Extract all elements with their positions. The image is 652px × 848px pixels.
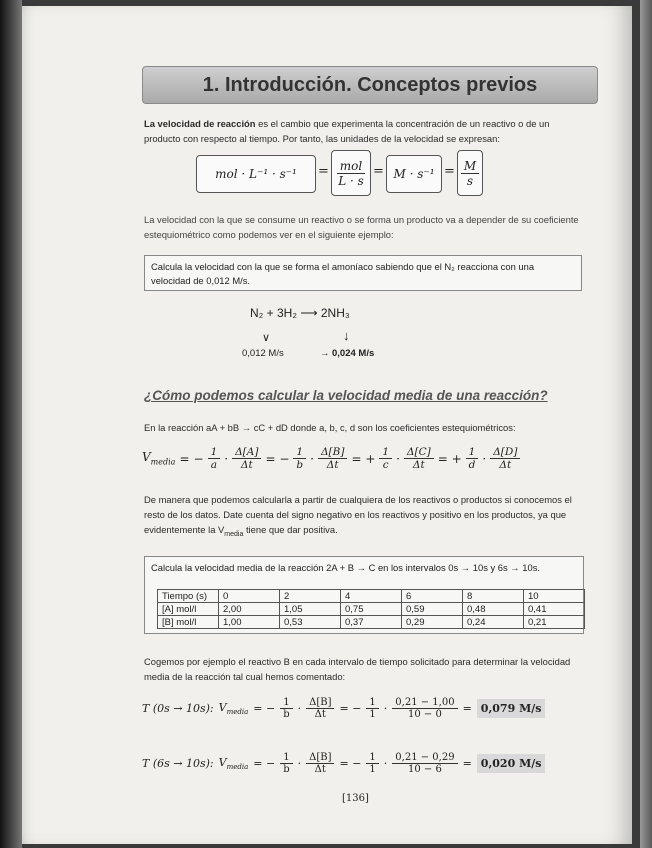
section-title: 1. Introducción. Conceptos previos: [202, 73, 538, 96]
equals-2: =: [373, 164, 384, 179]
table-cell: 0,53: [280, 616, 341, 629]
table-cell: 1,00: [219, 616, 280, 629]
unit-4-num: M: [461, 159, 479, 174]
table-cell: 0,75: [341, 603, 402, 616]
unit-1: mol · L⁻¹ · s⁻¹: [215, 167, 297, 181]
unit-box-3: [386, 155, 442, 193]
term2-delta: $\frac{\Delta[B]}{\Delta t}$: [318, 446, 348, 471]
paragraph-4: De manera que podemos calcularla a partir de cualquiera de los reactivos o productos si conocemos el resto de los datos. Date cuenta del signo negativo en los reactivos y positivo en los productos, ya que evidentemente la $V_{media}$ tiene que dar positiva.: [144, 494, 572, 538]
section-title-bar: [142, 66, 598, 104]
table-cell: 4: [341, 590, 402, 603]
table-cell: [B] mol/l: [158, 616, 219, 629]
page-number: [136]: [342, 793, 369, 804]
unit-box-4: [457, 150, 483, 196]
down-arrow: ↓: [343, 328, 350, 343]
concentration-table: [157, 589, 585, 629]
subsection-title: ¿Cómo podemos calcular la velocidad media de una reacción?: [144, 388, 548, 403]
reaction-equation: N₂ + 3H₂ ⟶ 2NH₃: [250, 306, 350, 320]
table-cell: 0,41: [524, 603, 585, 616]
calc-interval-1: T (0s → 10s): $V_{media}$ = − $\frac{1}{b}$ · $\frac{\Delta[B]}{\Delta t}$ = − $\frac{1}{1}$ · $\frac{0,21 - 1,00}{10 - 0}$ = 0,079 M/s: [142, 697, 545, 720]
left-arrow: ∨: [262, 332, 271, 344]
intro-text: es el cambio que experimenta la concentración de un reactivo o de un producto con respecto al tiempo. Por tanto, las unidades de la velocidad se expresan:: [144, 118, 550, 144]
table-cell: 0,59: [402, 603, 463, 616]
table-cell: 10: [524, 590, 585, 603]
intro-bold: La velocidad de reacción: [144, 118, 256, 129]
intro-paragraph: [144, 116, 584, 146]
calc2-label: T (6s → 10s):: [142, 757, 214, 770]
calc2-result: 0,020 M/s: [477, 754, 546, 773]
table-cell: Tiempo (s): [158, 590, 219, 603]
term4-sign: = +: [437, 451, 462, 466]
term4-coef: $\frac{1}{d}$: [466, 446, 479, 471]
unit-2-num: mol: [337, 159, 365, 174]
mean-rate-formula: $V_{media}$ = − $\frac{1}{a}$ · $\frac{\Delta[A]}{\Delta t}$ = − $\frac{1}{b}$ · $\frac{\Delta[B]}{\Delta t}$ = + $\frac{1}{c}$ · $\frac{\Delta[C]}{\Delta t}$ = + $\frac{1}{d}$ · $\frac{\Delta[D]}{\Delta t}$: [142, 446, 520, 471]
term1-sign: −: [193, 451, 204, 466]
term4-delta: $\frac{\Delta[D]}{\Delta t}$: [490, 446, 520, 471]
rate-arrow: →: [320, 348, 330, 359]
table-cell: 0,37: [341, 616, 402, 629]
example-box-1: Calcula la velocidad con la que se forma el amoníaco sabiendo que el N₂ reacciona con una velocidad de 0,012 M/s.: [144, 255, 582, 291]
paragraph-2: La velocidad con la que se consume un reactivo o se forma un producto va a depender de su coeficiente estequiométrico como podemos ver en el siguiente ejemplo:: [144, 214, 579, 240]
calc1-label: T (0s → 10s):: [142, 702, 214, 715]
calc1-result: 0,079 M/s: [477, 699, 546, 718]
table-cell: 6: [402, 590, 463, 603]
table-row: [158, 616, 585, 629]
unit-3: M · s⁻¹: [393, 167, 435, 181]
formula-v: $V_{media}$: [142, 450, 176, 467]
rate-n2: 0,012 M/s: [242, 348, 284, 359]
term2-coef: $\frac{1}{b}$: [293, 446, 306, 471]
term3-delta: $\frac{\Delta[C]}{\Delta t}$: [404, 446, 434, 471]
table-cell: 2: [280, 590, 341, 603]
formula-eq: =: [179, 451, 190, 466]
rate-nh3: 0,024 M/s: [332, 348, 375, 359]
unit-box-1: [196, 155, 316, 193]
term1-coef: $\frac{1}{a}$: [208, 446, 221, 471]
term3-coef: $\frac{1}{c}$: [379, 446, 392, 471]
unit-box-2: [331, 150, 371, 196]
table-cell: 0,24: [463, 616, 524, 629]
table-row: [158, 590, 585, 603]
calc2-v: $V_{media}$: [218, 755, 249, 772]
equals-3: =: [444, 164, 455, 179]
unit-2-den: L · s: [338, 173, 364, 188]
table-cell: 0,21: [524, 616, 585, 629]
page-edge: [640, 0, 652, 848]
term3-sign: = +: [351, 451, 376, 466]
table-cell: 1,05: [280, 603, 341, 616]
table-cell: 2,00: [219, 603, 280, 616]
term2-sign: = −: [265, 451, 290, 466]
binding-shadow: [0, 0, 22, 848]
table-cell: [A] mol/l: [158, 603, 219, 616]
calc-interval-2: T (6s → 10s): $V_{media}$ = − $\frac{1}{b}$ · $\frac{\Delta[B]}{\Delta t}$ = − $\frac{1}{1}$ · $\frac{0,21 - 0,29}{10 - 6}$ = 0,020 M/s: [142, 752, 545, 775]
table-cell: 0,29: [402, 616, 463, 629]
table-cell: 0,48: [463, 603, 524, 616]
example-2-text: Calcula la velocidad media de la reacción 2A + B → C en los intervalos 0s → 10s y 6s → 10s.: [151, 562, 540, 573]
table-row: [158, 603, 585, 616]
equals-1: =: [318, 164, 329, 179]
table-cell: 0: [219, 590, 280, 603]
paragraph-5: Cogemos por ejemplo el reactivo B en cada intervalo de tiempo solicitado para determinar la velocidad media de la reacción tal cual hemos comentado:: [144, 656, 571, 682]
calc1-v: $V_{media}$: [218, 700, 249, 717]
table-cell: 8: [463, 590, 524, 603]
term1-delta: $\frac{\Delta[A]}{\Delta t}$: [232, 446, 261, 471]
paragraph-3: En la reacción aA + bB → cC + dD donde a, b, c, d son los coeficientes estequiométricos:: [144, 422, 516, 433]
unit-4-den: s: [466, 173, 474, 188]
